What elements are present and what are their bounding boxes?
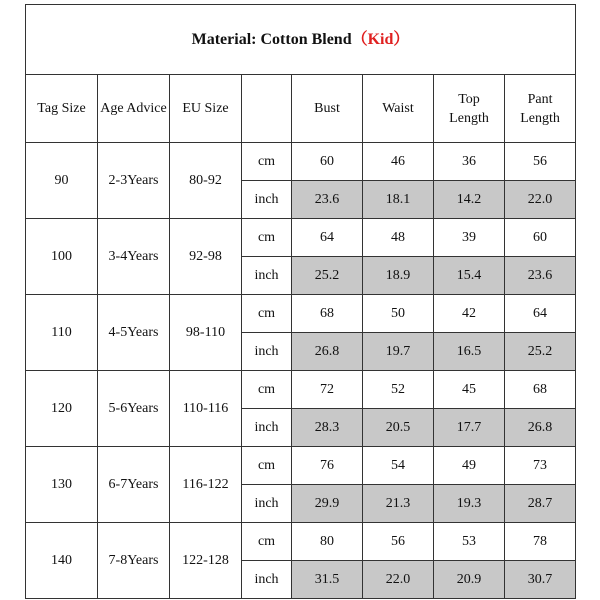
age-advice-cell: 7-8Years [98, 523, 170, 599]
pant-length-inch: 26.8 [505, 409, 576, 447]
table-row [26, 219, 576, 257]
top-length-inch: 19.3 [434, 485, 505, 523]
top-length-inch: 20.9 [434, 561, 505, 599]
top-length-cm: 39 [434, 219, 505, 257]
waist-cm: 54 [363, 447, 434, 485]
unit-cm: cm [242, 371, 292, 409]
unit-inch: inch [242, 257, 292, 295]
top-length-inch: 17.7 [434, 409, 505, 447]
eu-size-cell: 98-110 [170, 295, 242, 371]
pant-length-inch: 23.6 [505, 257, 576, 295]
bust-inch: 26.8 [292, 333, 363, 371]
bust-cm: 64 [292, 219, 363, 257]
waist-cm: 50 [363, 295, 434, 333]
unit-cm: cm [242, 295, 292, 333]
bust-cm: 80 [292, 523, 363, 561]
bust-inch: 31.5 [292, 561, 363, 599]
header-top-length-word: Length [449, 110, 489, 126]
pant-length-cm: 78 [505, 523, 576, 561]
title-material: Material: Cotton Blend [191, 31, 352, 48]
pant-length-cm: 60 [505, 219, 576, 257]
waist-cm: 56 [363, 523, 434, 561]
top-length-inch: 14.2 [434, 181, 505, 219]
bust-cm: 60 [292, 143, 363, 181]
waist-inch: 22.0 [363, 561, 434, 599]
title-row [26, 5, 576, 75]
top-length-cm: 45 [434, 371, 505, 409]
bust-inch: 25.2 [292, 257, 363, 295]
header-row [26, 75, 576, 143]
pant-length-cm: 68 [505, 371, 576, 409]
header-bust: Bust [292, 75, 363, 143]
bust-cm: 68 [292, 295, 363, 333]
header-unit-blank [242, 75, 292, 143]
header-pant-word: Pant [527, 91, 553, 107]
pant-length-cm: 73 [505, 447, 576, 485]
header-tag-size: Tag Size [26, 75, 98, 143]
age-advice-cell: 5-6Years [98, 371, 170, 447]
table-row [26, 447, 576, 485]
table-row [26, 295, 576, 333]
waist-inch: 19.7 [363, 333, 434, 371]
top-length-cm: 42 [434, 295, 505, 333]
pant-length-cm: 56 [505, 143, 576, 181]
header-eu-size: EU Size [170, 75, 242, 143]
pant-length-inch: 30.7 [505, 561, 576, 599]
waist-cm: 48 [363, 219, 434, 257]
header-top-length [434, 75, 505, 143]
tag-size-cell: 90 [26, 143, 98, 219]
top-length-inch: 16.5 [434, 333, 505, 371]
table-row [26, 523, 576, 561]
eu-size-cell: 116-122 [170, 447, 242, 523]
header-pant-length [505, 75, 576, 143]
waist-inch: 18.1 [363, 181, 434, 219]
table-row [26, 371, 576, 409]
bust-inch: 28.3 [292, 409, 363, 447]
age-advice-cell: 4-5Years [98, 295, 170, 371]
tag-size-cell: 120 [26, 371, 98, 447]
eu-size-cell: 92-98 [170, 219, 242, 295]
pant-length-inch: 25.2 [505, 333, 576, 371]
eu-size-cell: 110-116 [170, 371, 242, 447]
header-top-word: Top [458, 91, 480, 107]
bust-inch: 29.9 [292, 485, 363, 523]
age-advice-cell: 2-3Years [98, 143, 170, 219]
waist-cm: 46 [363, 143, 434, 181]
unit-inch: inch [242, 409, 292, 447]
pant-length-inch: 28.7 [505, 485, 576, 523]
eu-size-cell: 122-128 [170, 523, 242, 599]
unit-inch: inch [242, 181, 292, 219]
eu-size-cell: 80-92 [170, 143, 242, 219]
tag-size-cell: 110 [26, 295, 98, 371]
pant-length-cm: 64 [505, 295, 576, 333]
unit-cm: cm [242, 219, 292, 257]
top-length-cm: 49 [434, 447, 505, 485]
table-row [26, 143, 576, 181]
unit-cm: cm [242, 143, 292, 181]
tag-size-cell: 140 [26, 523, 98, 599]
header-waist: Waist [363, 75, 434, 143]
table-title [26, 5, 576, 75]
waist-inch: 18.9 [363, 257, 434, 295]
waist-cm: 52 [363, 371, 434, 409]
waist-inch: 21.3 [363, 485, 434, 523]
waist-inch: 20.5 [363, 409, 434, 447]
unit-cm: cm [242, 523, 292, 561]
bust-cm: 76 [292, 447, 363, 485]
header-age-advice: Age Advice [98, 75, 170, 143]
age-advice-cell: 3-4Years [98, 219, 170, 295]
age-advice-cell: 6-7Years [98, 447, 170, 523]
unit-inch: inch [242, 485, 292, 523]
unit-inch: inch [242, 561, 292, 599]
unit-inch: inch [242, 333, 292, 371]
tag-size-cell: 100 [26, 219, 98, 295]
top-length-cm: 53 [434, 523, 505, 561]
bust-inch: 23.6 [292, 181, 363, 219]
size-chart [25, 4, 575, 595]
tag-size-cell: 130 [26, 447, 98, 523]
bust-cm: 72 [292, 371, 363, 409]
title-kid: （Kid） [351, 31, 410, 48]
size-table [25, 4, 576, 599]
top-length-inch: 15.4 [434, 257, 505, 295]
top-length-cm: 36 [434, 143, 505, 181]
header-pant-length-word: Length [520, 110, 560, 126]
unit-cm: cm [242, 447, 292, 485]
pant-length-inch: 22.0 [505, 181, 576, 219]
